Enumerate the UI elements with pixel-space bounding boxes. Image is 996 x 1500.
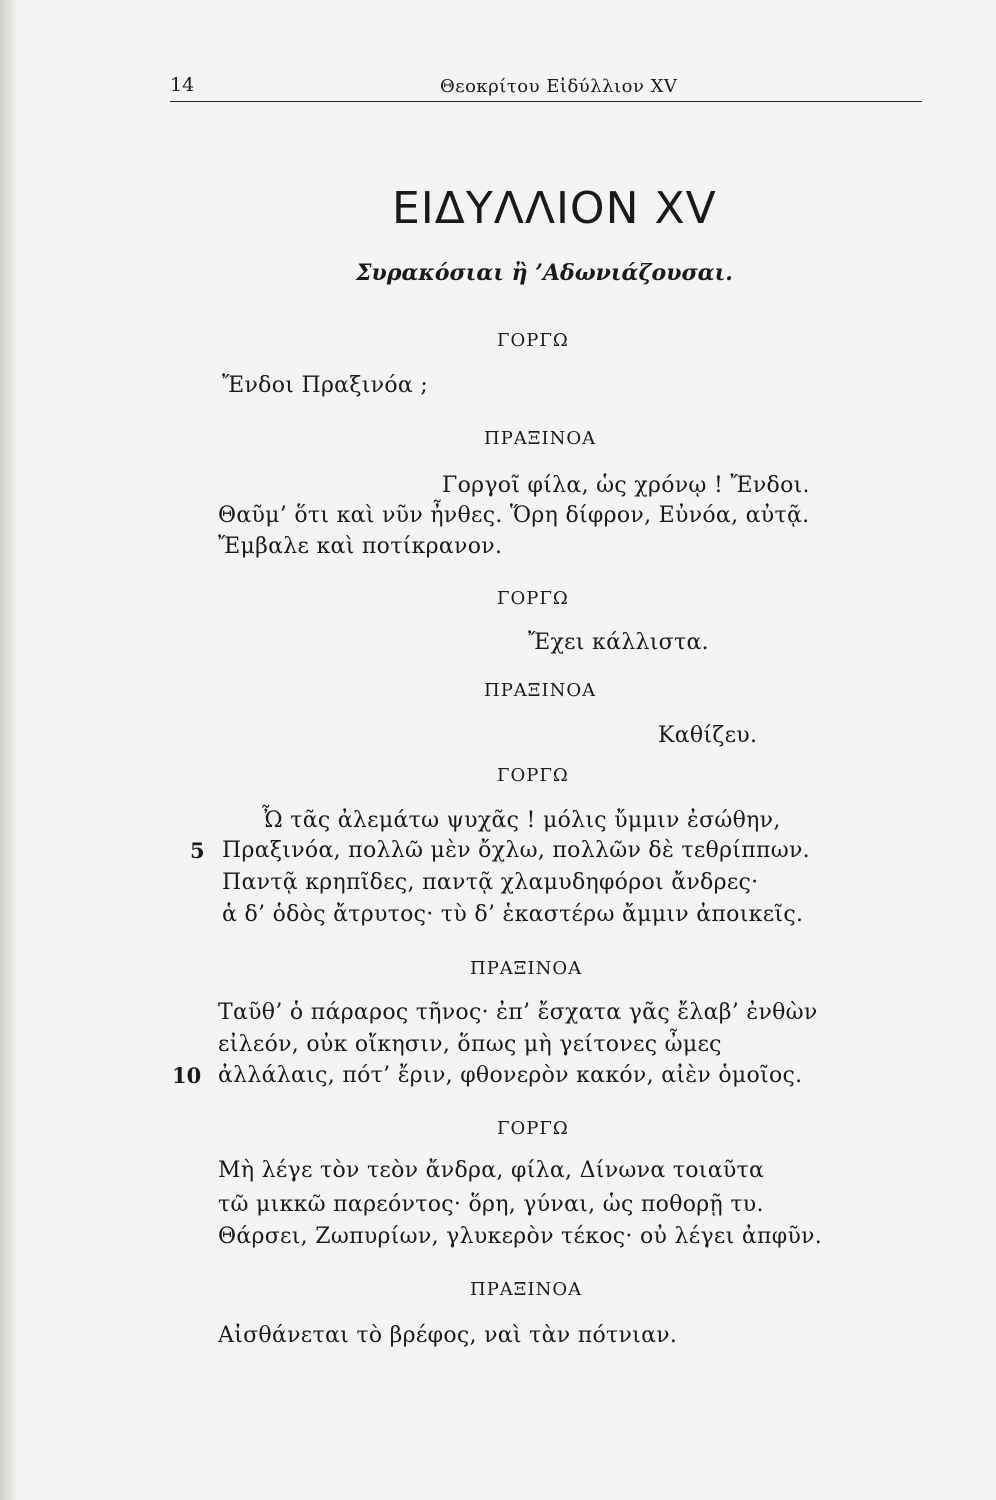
speaker-label-praxinoa: ΠΡΑΞΙΝΟΑ [470, 958, 583, 979]
verse-line: Πραξινόα, πολλῶ μὲν ὄχλω, πολλῶν δὲ τεθρίππων. [222, 838, 810, 863]
verse-line: Θαῦμ’ ὅτι καὶ νῦν ἦνθες. Ὅρη δίφρον, Εὐνόα, αὐτᾷ. [218, 503, 810, 528]
verse-line: Ταῦθ’ ὁ πάραρος τῆνος· ἐπ’ ἔσχατα γᾶς ἔλαβ’ ἐνθὼν [218, 1000, 818, 1025]
verse-line: τῶ μικκῶ παρεόντος· ὅρη, γύναι, ὡς ποθορῇ τυ. [218, 1192, 764, 1217]
header-rule [170, 101, 922, 102]
verse-line: Αἰσθάνεται τὸ βρέφος, ναὶ τὰν πότνιαν. [218, 1323, 678, 1348]
speaker-label-gorgo: ΓΟΡΓΩ [497, 330, 569, 351]
speaker-label-praxinoa: ΠΡΑΞΙΝΟΑ [484, 680, 597, 701]
verse-line: Γοργοῖ φίλα, ὡς χρόνῳ ! Ἔνδοι. [442, 473, 810, 498]
verse-line: εἰλεόν, οὐκ οἴκησιν, ὅπως μὴ γείτονες ὦμες [218, 1032, 722, 1057]
verse-line: Ἔμβαλε καὶ ποτίκρανον. [218, 534, 503, 559]
verse-line: Παντᾷ κρηπῖδες, παντᾷ χλαμυδηφόροι ἄνδρες· [222, 870, 759, 895]
line-number-5: 5 [190, 838, 205, 863]
speaker-label-gorgo: ΓΟΡΓΩ [497, 765, 569, 786]
verse-line: Ἔχει κάλλιστα. [528, 630, 709, 655]
speaker-label-praxinoa: ΠΡΑΞΙΝΟΑ [470, 1279, 583, 1300]
verse-line: ἁ δ’ ὁδὸς ἄτρυτος· τὺ δ’ ἑκαστέρω ἄμμιν ἀποικεῖς. [222, 902, 804, 927]
verse-line: Θάρσει, Ζωπυρίων, γλυκερὸν τέκος· οὐ λέγει ἀπφῦν. [218, 1224, 823, 1249]
running-title: Θεοκρίτου Εἰδύλλιον XV [440, 76, 678, 97]
page-number: 14 [170, 74, 195, 96]
verse-line: Μὴ λέγε τὸν τεὸν ἄνδρα, φίλα, Δίνωνα τοιαῦτα [218, 1158, 765, 1183]
page-gutter-shadow [0, 0, 18, 1500]
speaker-label-praxinoa: ΠΡΑΞΙΝΟΑ [484, 428, 597, 449]
verse-line: ἀλλάλαις, πότ’ ἔριν, φθονερὸν κακόν, αἰὲν ὁμοῖος. [218, 1063, 803, 1088]
idyll-title: ΕΙΔΥΛΛΙΟΝ XV [392, 183, 717, 234]
verse-line: Ἔνδοι Πραξινόα ; [222, 373, 429, 398]
idyll-subtitle: Συρακόσιαι ἢ ’Αδωνιάζουσαι. [356, 260, 733, 286]
line-number-10: 10 [172, 1063, 202, 1088]
verse-line: Ὦ τᾶς ἀλεμάτω ψυχᾶς ! μόλις ὔμμιν ἐσώθην, [262, 808, 781, 833]
verse-line: Καθίζευ. [658, 723, 758, 748]
speaker-label-gorgo: ΓΟΡΓΩ [497, 1118, 569, 1139]
speaker-label-gorgo: ΓΟΡΓΩ [497, 588, 569, 609]
